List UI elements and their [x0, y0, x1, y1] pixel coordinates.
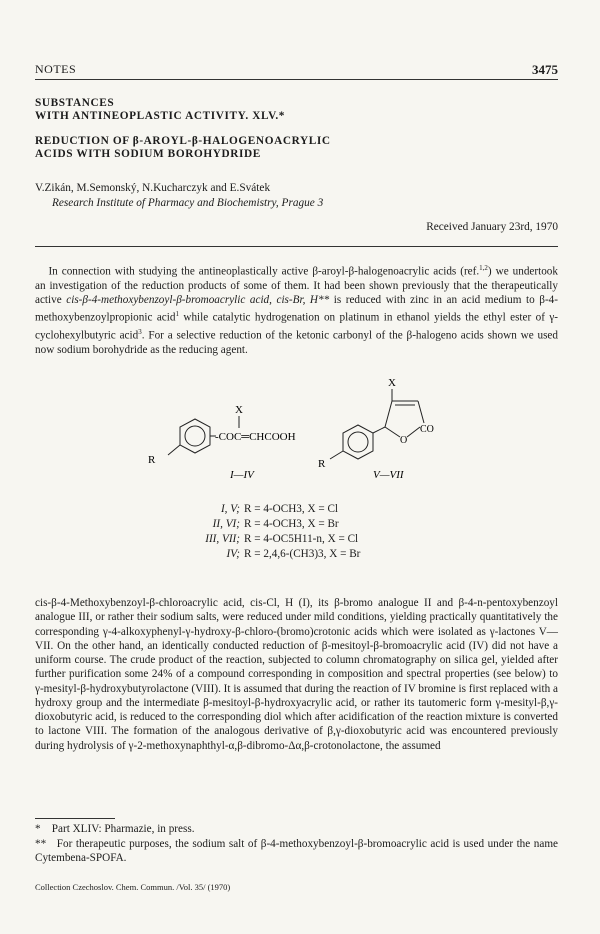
lactone-ring [385, 401, 424, 437]
footnote-text: Part XLIV: Pharmazie, in press. [51, 823, 195, 835]
journal-footer: Collection Czechoslov. Chem. Commun. /Vol. 35/ (1970) [35, 882, 231, 892]
footnote-rule [35, 818, 115, 819]
benzene-ring-left [180, 419, 210, 453]
compound-row [160, 532, 440, 547]
left-caption: I—IV [230, 469, 254, 481]
compound-legend [160, 502, 440, 562]
intro-paragraph [35, 261, 558, 358]
compound-row [160, 517, 440, 532]
footnote-text: For therapeutic purposes, the sodium salt of β-4-methoxybenzoyl-β-bromoacrylic acid is used under the name Cytembena-SPOFA. [35, 838, 559, 865]
text-span: ) we undertook an investigation of the reduction products of some of them. It had been shown previously that the therapeutically active [35, 265, 558, 307]
r-bond [330, 451, 343, 459]
compound-number: III, VII; [205, 533, 240, 545]
compound-number: II, VI; [212, 518, 240, 530]
text-span: is reduced with zinc in an acid medium to β-4-methoxybenzoylpropionic acid [35, 294, 558, 325]
title-line: WITH ANTINEOPLASTIC ACTIVITY. XLV.* [35, 110, 286, 123]
ref-mark: 1 [175, 310, 179, 319]
compound-definition: R = 4-OC5H11-n, X = Cl [244, 533, 359, 545]
footnote-2 [35, 837, 558, 865]
compound-definition: R = 4-OCH3, X = Cl [244, 503, 339, 515]
body-paragraph: cis-β-4-Methoxybenzoyl-β-chloroacrylic acid, cis-Cl, H (I), its β-bromo analogue II and β-4-n-pentoxybenzoyl analogue III, or rather their sodium salts, were reduced under mild conditions, yielding practically quantitatively the corresponding γ-4-alkoxyphenyl-γ-hydroxy-β-chloro-(bromo)crotonic acids which were isolated as γ-lactones V—VII. On the other hand, an identically conducted reduction of β-mesitoyl-β-bromoacrylic acid (IV) did not have a uniform course. The crude product of the reaction, subjected to column chromatography on silica gel, yielded after further purification some 24% of a compound corresponding in composition and spectral properties (see below) to γ-mesityl-β-hydroxybutyrolactone (VIII). It is assumed that during the reaction of IV bromine is first replaced with a hydroxy group and the intermediate β-mesitoyl-β-hydroxyacrylic acid, or rather its tautomeric form γ-mesityl-β,γ-dioxobutyric acid, is reduced to the corresponding diol which after acidification of the reaction mixture is converted to lactone VIII. The formation of the analogous derivative of β,γ-dioxobutyric acid was encountered previously during hydrolysis of γ-2-methoxynaphthyl-α,β-dibromo-Δα,β-crotonolactone, the assumed [35, 597, 558, 752]
text-span: In connection with studying the antineoplastically active β-aroyl-β-halogenoacrylic acids (ref. [48, 265, 480, 278]
running-header [35, 62, 558, 77]
article-subtitle [35, 135, 331, 162]
compound-row [160, 502, 440, 517]
compound-definition: R = 2,4,6-(CH3)3, X = Br [244, 548, 361, 560]
x-label-right: X [388, 377, 396, 389]
structure-scheme [130, 375, 470, 495]
page-number: 3475 [532, 62, 558, 77]
title-line: ACIDS WITH SODIUM BOROHYDRIDE [35, 148, 261, 161]
authors: V.Zikán, M.Semonský, N.Kucharczyk and E.Svátek [35, 182, 271, 194]
r-label-right: R [318, 458, 326, 470]
r-label: R [148, 454, 156, 466]
ring-bond [373, 427, 385, 433]
header-rule [35, 79, 558, 80]
acid-chain: -COC═CHCOOH [215, 431, 296, 443]
article-title [35, 97, 285, 124]
footnote-mark: * [35, 823, 41, 835]
footnote-1 [35, 822, 558, 836]
separator-rule [35, 246, 558, 247]
received-date: Received January 23rd, 1970 [426, 221, 558, 233]
co-label: CO [420, 424, 434, 435]
r-bond [168, 445, 180, 455]
text-span: . For a selective reduction of the ketonic carbonyl of the β-halogeno acids shown we used now sodium borohydride as the reducing agent. [35, 330, 558, 357]
right-caption: V—VII [373, 469, 404, 481]
benzene-ring-right [343, 425, 373, 459]
ring-oxygen: O [400, 435, 408, 446]
ref-mark: 3 [138, 328, 142, 337]
text-span: while catalytic hydrogenation on platinum in ethanol yields the ethyl ester of γ-cyclohexylbutyric acid [35, 312, 559, 343]
affiliation: Research Institute of Pharmacy and Biochemistry, Prague 3 [52, 197, 324, 209]
section-label: NOTES [35, 62, 77, 76]
x-label: X [235, 404, 243, 416]
compound-row [160, 547, 440, 562]
title-line: SUBSTANCES [35, 97, 115, 109]
compound-number: I, V; [220, 503, 240, 515]
compound-number: IV; [226, 548, 240, 560]
compound-definition: R = 4-OCH3, X = Br [244, 518, 339, 530]
ref-mark: 1,2 [479, 264, 488, 272]
title-line: REDUCTION OF β-AROYL-β-HALOGENOACRYLIC [35, 135, 331, 147]
text-span: cis-β-4-methoxybenzoyl-β-bromoacrylic acid, cis-Br, H** [66, 294, 330, 307]
footnote-mark: ** [35, 838, 47, 850]
